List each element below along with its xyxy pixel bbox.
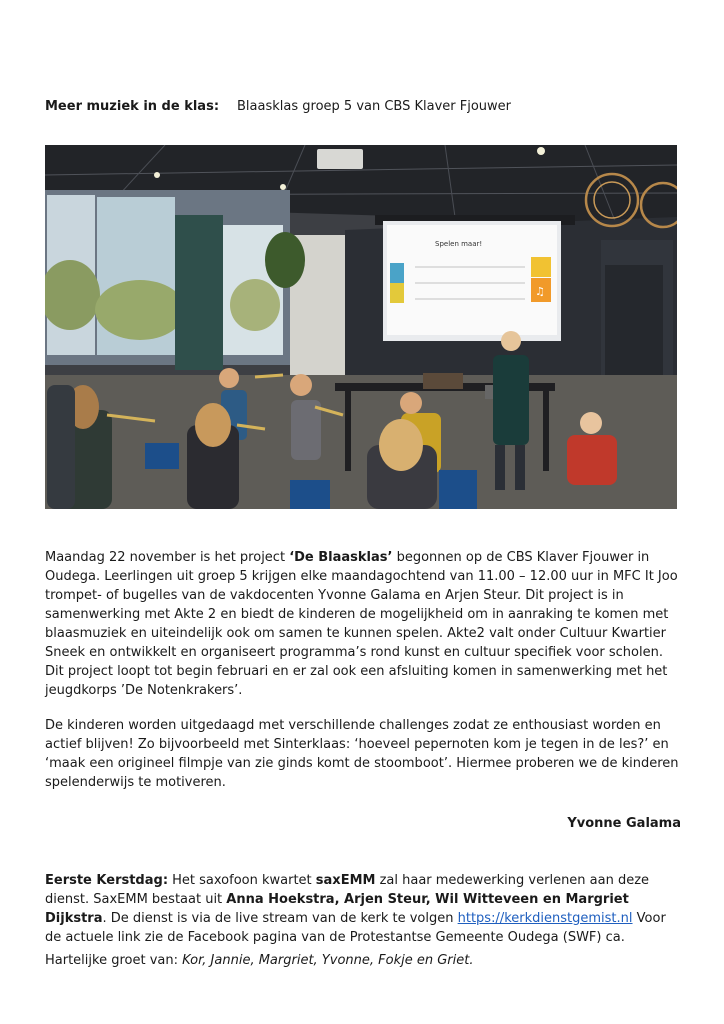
section-subtitle: Blaasklas groep 5 van CBS Klaver Fjouwer xyxy=(237,99,512,114)
screen-title: Spelen maar! xyxy=(435,240,483,248)
member-names: Anna Hoekstra, Arjen Steur, Wil Witteveen en Margriet Dijkstra xyxy=(45,892,629,926)
project-name: ‘De Blaasklas’ xyxy=(289,550,393,565)
stream-link[interactable]: https://kerkdienstgemist.nl xyxy=(457,911,633,926)
section-label: Meer muziek in de klas: xyxy=(45,99,220,114)
section-heading xyxy=(45,99,511,114)
music-note-icon: ♫ xyxy=(535,285,545,298)
greeting-line: Hartelijke groet van: Kor, Jannie, Margriet, Yvonne, Fokje en Griet. xyxy=(45,953,474,968)
christmas-paragraph: Eerste Kerstdag: Het saxofoon kwartet saxEMM zal haar medewerking verlenen aan deze dienst. SaxEMM bestaat uit Anna Hoekstra, Arjen Steur, Wil Witteveen en Margriet Dijkstra. De dienst is via de live stream van de kerk te volgen https://kerkdienstgemist.nl Voor de actuele link zie de Facebook pagina van de Protestantse Gemeente Oudega (SWF) ca. xyxy=(45,873,666,945)
article-paragraph-2: De kinderen worden uitgedaagd met verschillende challenges zodat ze enthousiast worden en actief blijven! Zo bijvoorbeeld met Sinterklaas: ‘hoeveel pepernoten kom je tegen in de les?’ en ‘maak een origineel filmpje van zie ginds komt de stoomboot’. Hiermee proberen we de kinderen spelenderwijs te motiveren. xyxy=(45,718,679,790)
christmas-label: Eerste Kerstdag: xyxy=(45,873,169,888)
greeting-names: Kor, Jannie, Margriet, Yvonne, Fokje en Griet. xyxy=(182,953,474,968)
signature: Yvonne Galama xyxy=(567,816,681,831)
group-name: saxEMM xyxy=(315,873,376,888)
classroom-photo xyxy=(45,145,677,509)
article-paragraph-1: Maandag 22 november is het project ‘De Blaasklas’ begonnen op de CBS Klaver Fjouwer in Oudega. Leerlingen uit groep 5 krijgen elke maandagochtend van 11.00 – 12.00 uur in MFC It Joo trompet- of bugelles van de vakdocenten Yvonne Galama en Arjen Steur. Dit project is in samenwerking met Akte 2 en biedt de kinderen de mogelijkheid om in aanraking te komen met blaasmuziek en uiteindelijk ook om samen te kunnen spelen. Akte2 valt onder Cultuur Kwartier Sneek en ontwikkelt en organiseert programma’s rond kunst en cultuur specifiek voor scholen. Dit project loopt tot begin februari en er zal ook een afsluiting komen in samenwerking met het jeugdkorps ’De Notenkrakers’. xyxy=(45,550,678,698)
